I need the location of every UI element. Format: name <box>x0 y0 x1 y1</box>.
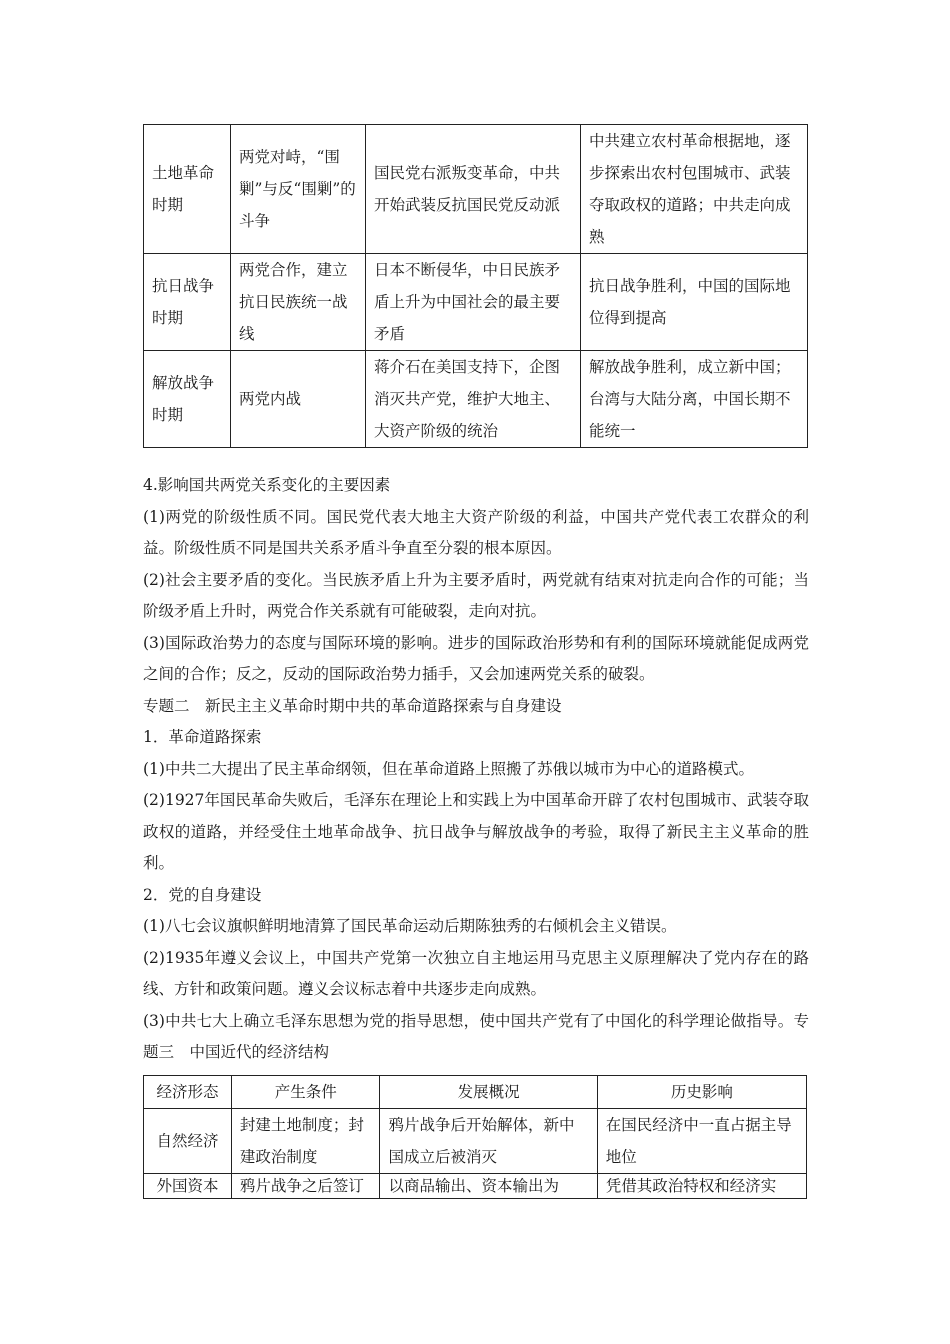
table-header: 经济形态 <box>144 1076 232 1109</box>
table-cell: 解放战争时期 <box>144 351 231 448</box>
section-heading: 专题二 新民主主义革命时期中共的革命道路探索与自身建设 <box>143 696 562 715</box>
table-cell: 在国民经济中一直占据主导地位 <box>597 1109 806 1174</box>
economic-structure-table <box>143 1075 807 1199</box>
table-row <box>144 351 808 448</box>
table-cell: 鸦片战争后开始解体，新中国成立后被消灭 <box>380 1109 597 1174</box>
subheading: 1．革命道路探索 <box>143 728 262 746</box>
table-cell: 解放战争胜利，成立新中国；台湾与大陆分离，中国长期不能统一 <box>581 351 808 448</box>
table-cell: 抗日战争胜利，中国的国际地位得到提高 <box>581 254 808 351</box>
paragraph: (2)1935年遵义会议上，中国共产党第一次独立自主地运用马克思主义原理解决了党内存在的路线、方针和政策问题。遵义会议标志着中共逐步走向成熟。 <box>143 948 809 998</box>
table-header: 发展概况 <box>380 1076 597 1109</box>
table-cell: 封建土地制度；封建政治制度 <box>231 1109 380 1174</box>
subheading: 2．党的自身建设 <box>143 885 262 904</box>
body-text <box>143 470 809 1069</box>
paragraph: (2)1927年国民革命失败后，毛泽东在理论上和实践上为中国革命开辟了农村包围城市、武装夺取政权的道路，并经受住土地革命战争、抗日战争与解放战争的考验，取得了新民主主义革命的胜利。 <box>143 791 809 872</box>
paragraph: (1)中共二大提出了民主革命纲领，但在革命道路上照搬了苏俄以城市为中心的道路模式。 <box>143 759 754 778</box>
table-cell: 外国资本 <box>144 1174 232 1199</box>
table-cell: 抗日战争时期 <box>144 254 231 351</box>
table-cell: 中共建立农村革命根据地，逐步探索出农村包围城市、武装夺取政权的道路；中共走向成熟 <box>581 125 808 254</box>
paragraph: 4.影响国共两党关系变化的主要因素 <box>143 476 391 494</box>
table-cell: 凭借其政治特权和经济实 <box>597 1174 806 1199</box>
paragraph: (2)社会主要矛盾的变化。当民族矛盾上升为主要矛盾时，两党就有结束对抗走向合作的可能；当阶级矛盾上升时，两党合作关系就有可能破裂，走向对抗。 <box>143 570 809 620</box>
table-header: 产生条件 <box>231 1076 380 1109</box>
table-cell: 土地革命时期 <box>144 125 231 254</box>
party-relations-table <box>143 124 808 448</box>
table-row <box>144 1174 807 1199</box>
paragraph: (1)八七会议旗帜鲜明地清算了国民革命运动后期陈独秀的右倾机会主义错误。 <box>143 917 677 935</box>
paragraph: (3)中共七大上确立毛泽东思想为党的指导思想，使中国共产党有了中国化的科学理论做指导。专题三 中国近代的经济结构 <box>143 1011 809 1061</box>
table-header-row <box>144 1076 807 1109</box>
table-row <box>144 125 808 254</box>
table-cell: 以商品输出、资本输出为 <box>380 1174 597 1199</box>
table-cell: 自然经济 <box>144 1109 232 1174</box>
table-header: 历史影响 <box>597 1076 806 1109</box>
table-cell: 两党对峙，“围剿”与反“围剿”的斗争 <box>231 125 366 254</box>
table-cell: 两党内战 <box>231 351 366 448</box>
table-cell: 鸦片战争之后签订 <box>231 1174 380 1199</box>
table-cell: 蒋介石在美国支持下，企图消灭共产党，维护大地主、大资产阶级的统治 <box>366 351 581 448</box>
table-cell: 两党合作，建立抗日民族统一战线 <box>231 254 366 351</box>
table-row <box>144 1109 807 1174</box>
paragraph: (1)两党的阶级性质不同。国民党代表大地主大资产阶级的利益，中国共产党代表工农群众的利益。阶级性质不同是国共关系矛盾斗争直至分裂的根本原因。 <box>143 507 809 557</box>
table-cell: 日本不断侵华，中日民族矛盾上升为中国社会的最主要矛盾 <box>366 254 581 351</box>
paragraph: (3)国际政治势力的态度与国际环境的影响。进步的国际政治形势和有利的国际环境就能促成两党之间的合作；反之，反动的国际政治势力插手，又会加速两党关系的破裂。 <box>143 633 809 683</box>
table-cell: 国民党右派叛变革命，中共开始武装反抗国民党反动派 <box>366 125 581 254</box>
table-row <box>144 254 808 351</box>
